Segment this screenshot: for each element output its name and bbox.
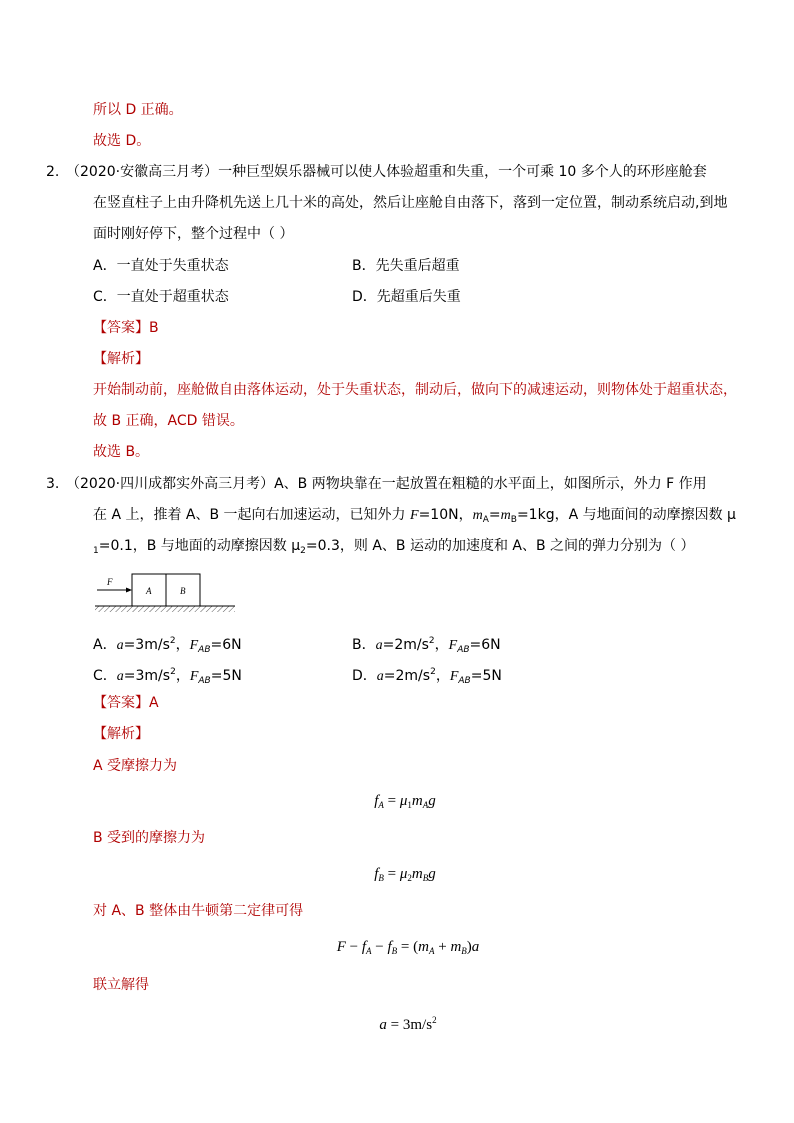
question-2-choose: 故选 B。: [93, 444, 150, 460]
ground-hatch: [95, 606, 235, 612]
question-3-stem-line-2-part-b: =10N，: [418, 507, 473, 523]
question-3-stem-line-2: 在 A 上，推着 A、B 一起向右加速运动，已知外力 F=10N，$m_A=m_B=1kg$，A 与地面间的动摩擦因数 μ: [93, 507, 736, 525]
prev-solution-line-1: 所以 D 正确。: [93, 102, 183, 118]
force-label: F: [107, 577, 113, 587]
question-3-text-fa: A 受摩擦力为: [93, 758, 178, 774]
question-2-stem-line-2: 在竖直柱子上由升降机先送上几十米的高处，然后让座舱自由落下，落到一定位置，制动系统启动,到地: [93, 195, 728, 211]
question-3-answer: 【答案】A: [93, 695, 159, 711]
equation-result: $a = 3m/s^2$: [379, 1015, 437, 1033]
question-2-analysis-line-2: 故 B 正确，ACD 错误。: [93, 413, 244, 429]
question-3-stem-line-2-part-a: 在 A 上，推着 A、B 一起向右加速运动，已知外力: [93, 507, 411, 523]
question-2-option-d: D．先超重后失重: [352, 289, 461, 305]
equation-fa: $f_A = \mu_1m_Ag$: [374, 793, 436, 810]
question-2-option-a: A．一直处于失重状态: [93, 258, 229, 274]
question-3-option-d: D．$a=2m/s^2$，$F_{AB}=5N$: [352, 667, 502, 686]
question-3-option-c: C．$a=3m/s^2$，$F_{AB}=5N$: [93, 667, 242, 686]
question-3-stem-line-2-part-c: =1kg，A 与地面间的动摩擦因数 μ: [516, 507, 736, 523]
equation-fb: $f_B = \mu_2m_Bg$: [374, 866, 436, 883]
question-2-stem-line-1: （2020·安徽高三月考）一种巨型娱乐器械可以使人体验超重和失重，一个可乘 10 多个人的环形座舱套: [66, 164, 707, 180]
question-3-option-b: B．$a=2m/s^2$，$F_{AB}=6N$: [352, 636, 501, 655]
question-3-text-fb: B 受到的摩擦力为: [93, 830, 206, 846]
question-3-text-newton: 对 A、B 整体由牛顿第二定律可得: [93, 903, 304, 919]
question-3-text-solve: 联立解得: [93, 977, 149, 993]
force-arrow-head: [126, 588, 132, 593]
question-3-option-a: A．$a=3m/s^2$，$F_{AB}=6N$: [93, 636, 242, 655]
blocks-diagram: [95, 570, 235, 612]
question-2-stem-line-3: 面时刚好停下，整个过程中（ ）: [93, 226, 294, 242]
question-3-stem-line-3: $_1$=0.1，B 与地面的动摩擦因数 $\mu_2=0.3$，则 A、B 运动的加速度和 A、B 之间的弹力分别为（ ）: [93, 538, 695, 556]
question-2-option-b: B．先失重后超重: [352, 258, 460, 274]
prev-solution-line-2: 故选 D。: [93, 133, 151, 149]
question-2-analysis-line-1: 开始制动前，座舱做自由落体运动，处于失重状态，制动后，做向下的减速运动，则物体处于超重状态，: [93, 382, 737, 398]
question-3-stem-line-3-part-a: =0.1，B 与地面的动摩擦因数 μ: [98, 538, 301, 554]
question-3-analysis-label: 【解析】: [93, 726, 149, 742]
block-a-label: A: [146, 586, 152, 596]
question-2-number: 2.: [46, 164, 60, 180]
question-2-option-c: C．一直处于超重状态: [93, 289, 229, 305]
question-2-answer: 【答案】B: [93, 320, 159, 336]
question-3-number: 3.: [46, 476, 60, 492]
block-b-label: B: [180, 586, 186, 596]
question-3-stem-line-3-part-b: =0.3，则 A、B 运动的加速度和 A、B 之间的弹力分别为（ ）: [305, 538, 695, 554]
question-2-analysis-label: 【解析】: [93, 351, 149, 367]
question-3-stem-line-1: （2020·四川成都实外高三月考）A、B 两物块靠在一起放置在粗糙的水平面上，如图所示，外力 F 作用: [66, 476, 707, 492]
equation-newton: $F - f_A - f_B = (m_A + m_B)a$: [336, 939, 480, 956]
